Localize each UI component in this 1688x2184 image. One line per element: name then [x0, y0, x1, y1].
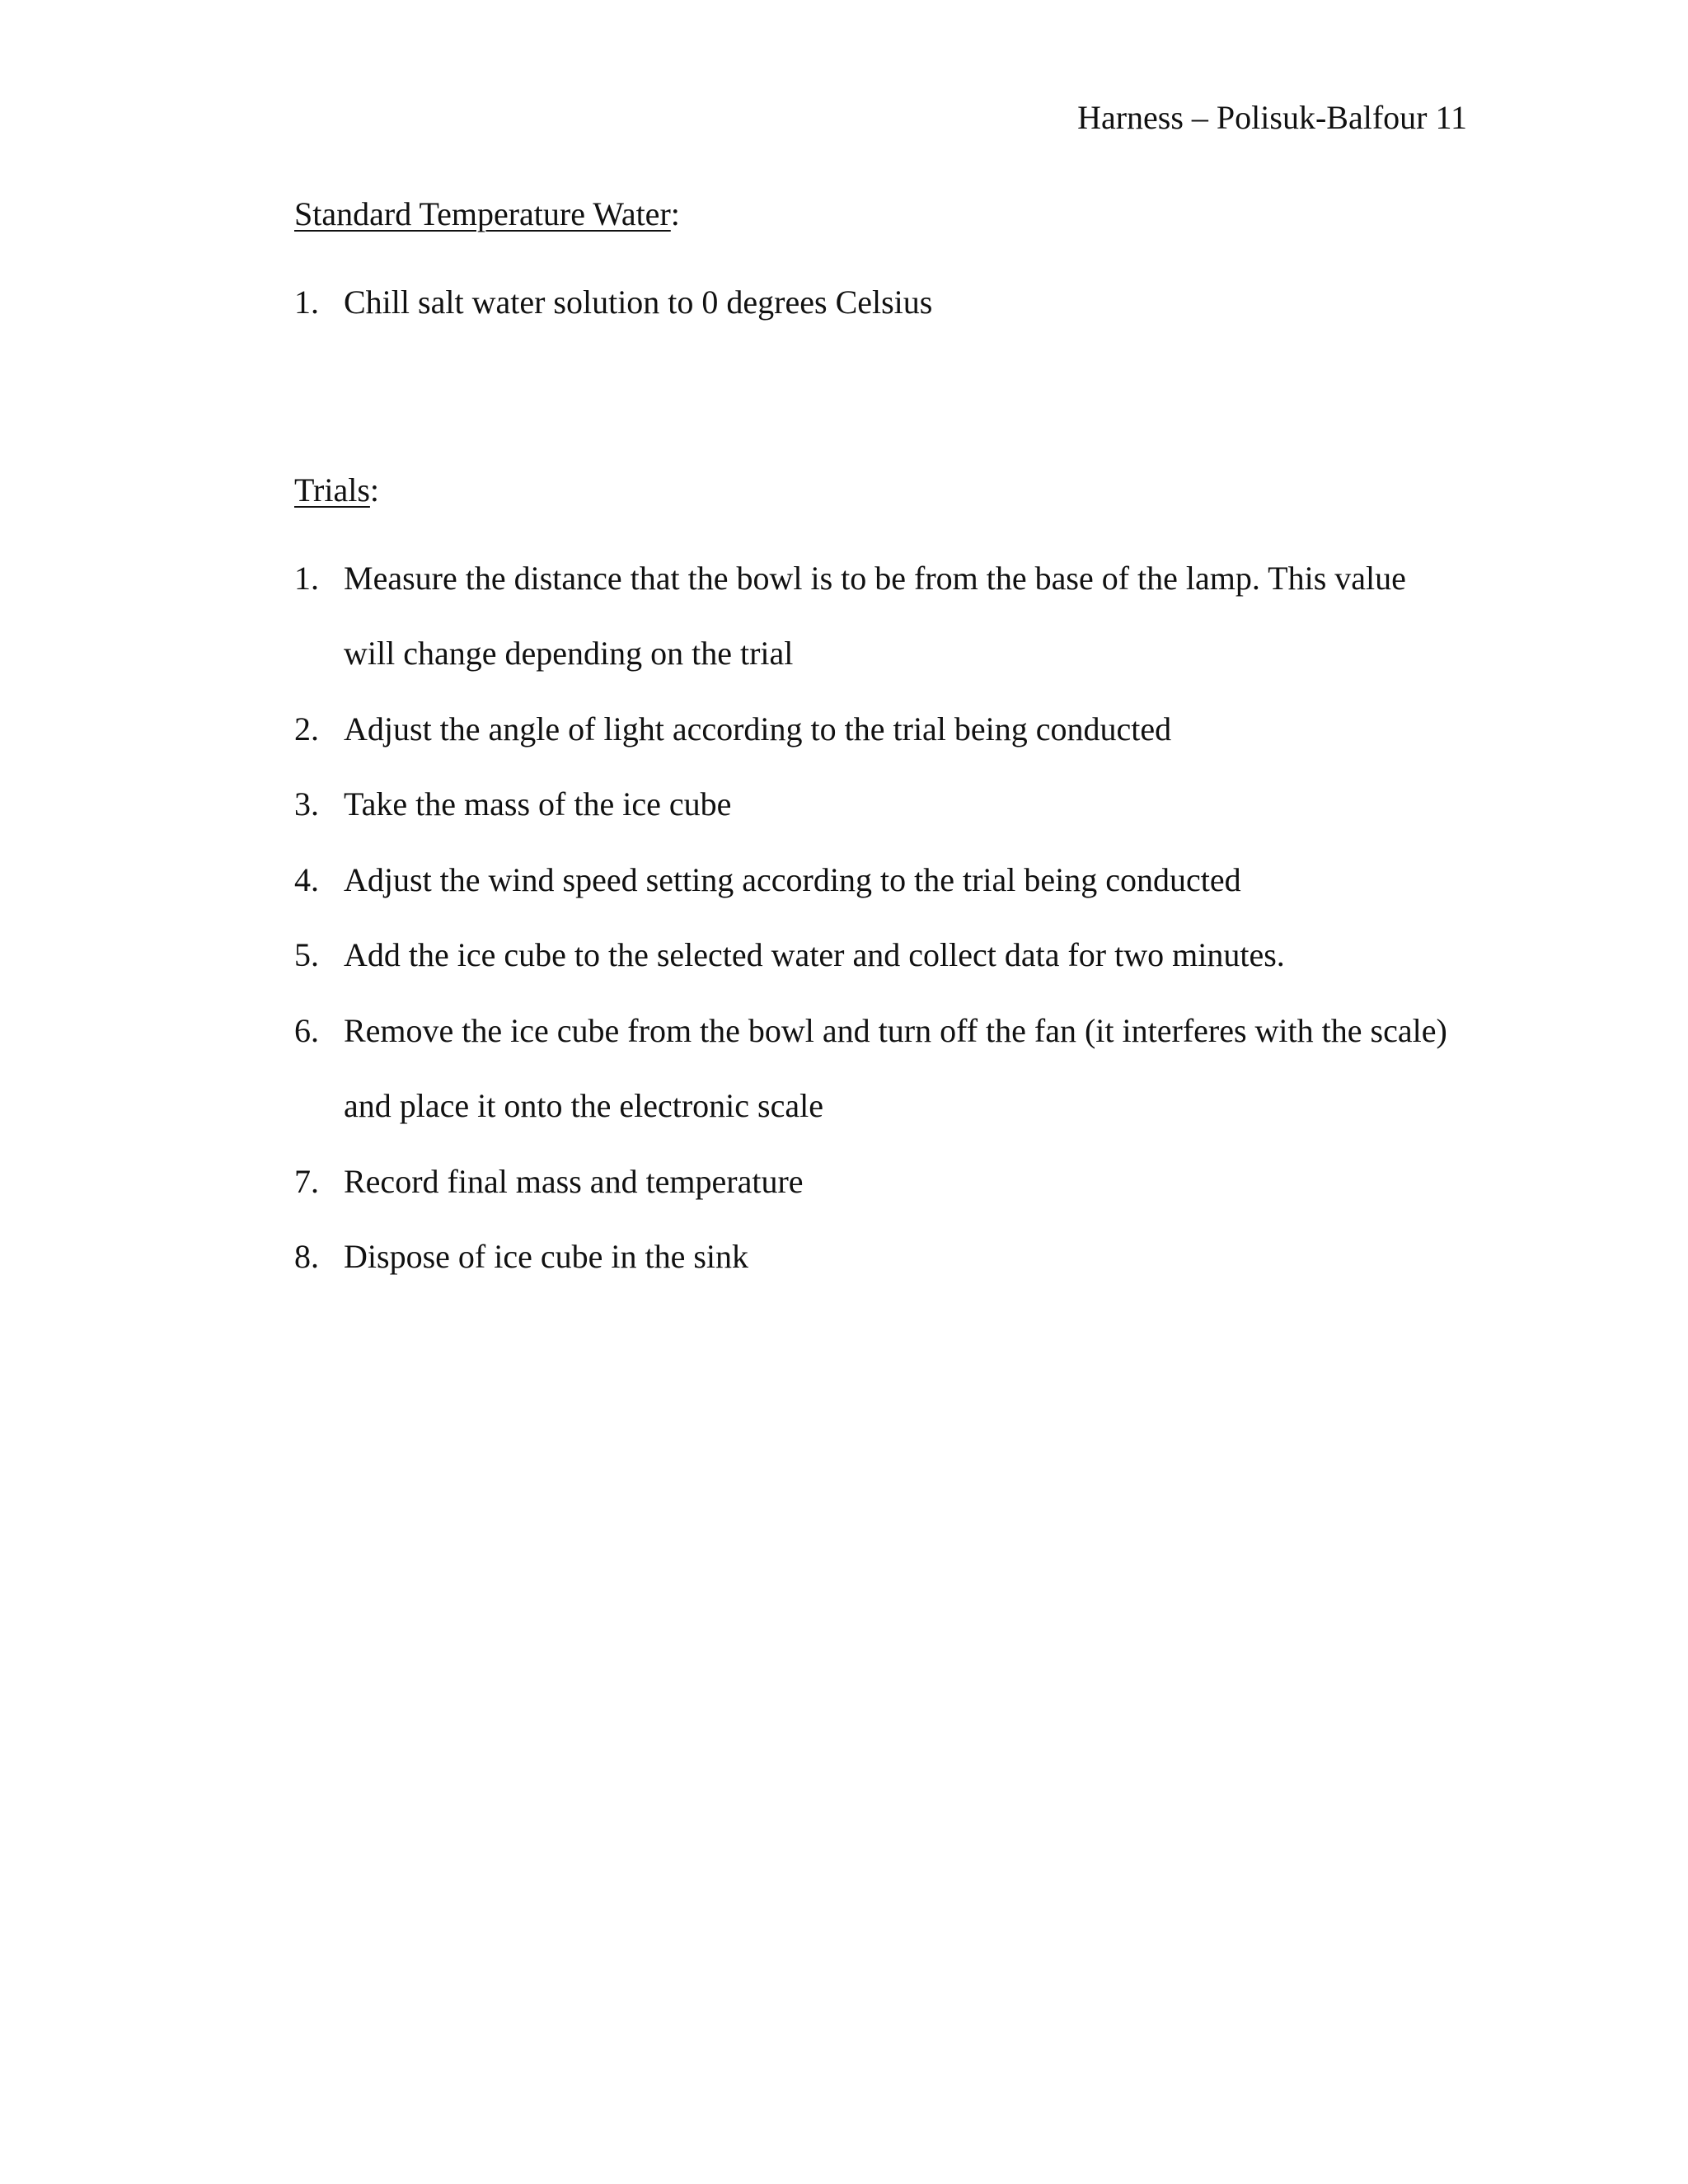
list-item [294, 691, 1448, 767]
step-number: 6. [294, 1011, 319, 1049]
list-item [294, 1144, 1448, 1220]
list-item [294, 842, 1448, 918]
section-heading [294, 466, 1448, 515]
section-trials [294, 466, 1448, 1295]
step-list [294, 265, 1448, 340]
section-heading-text: Standard Temperature Water [294, 195, 671, 232]
list-item [294, 766, 1448, 842]
step-list [294, 541, 1448, 1295]
step-text: Remove the ice cube from the bowl and turn off the fan (it interferes with the scale) and place it onto the electronic scale [344, 1011, 1447, 1124]
step-text: Take the mass of the ice cube [344, 785, 732, 823]
list-item [294, 265, 1448, 340]
list-item [294, 541, 1448, 691]
section-heading-colon: : [369, 471, 380, 509]
step-number: 3. [294, 785, 319, 823]
step-text: Adjust the angle of light according to the trial being conducted [344, 710, 1172, 748]
step-text: Chill salt water solution to 0 degrees Celsius [344, 284, 933, 321]
section-heading-text: Trials [294, 471, 370, 509]
list-item [294, 993, 1448, 1144]
step-number: 8. [294, 1238, 319, 1275]
list-item [294, 917, 1448, 993]
section-heading [294, 190, 1448, 239]
step-number: 5. [294, 936, 319, 973]
step-text: Record final mass and temperature [344, 1162, 804, 1200]
step-text: Measure the distance that the bowl is to be from the base of the lamp. This value will change depending on the trial [344, 559, 1406, 672]
step-text: Dispose of ice cube in the sink [344, 1238, 748, 1275]
section-standard-temperature-water [294, 190, 1448, 340]
step-number: 7. [294, 1162, 319, 1200]
list-item [294, 1219, 1448, 1295]
step-number: 1. [294, 284, 319, 321]
step-number: 4. [294, 860, 319, 898]
step-number: 1. [294, 559, 319, 597]
running-head: Harness – Polisuk-Balfour 11 [1077, 99, 1467, 136]
step-text: Adjust the wind speed setting according to the trial being conducted [344, 860, 1241, 898]
section-heading-colon: : [670, 195, 680, 232]
document-body [294, 190, 1448, 1295]
step-text: Add the ice cube to the selected water and collect data for two minutes. [344, 936, 1285, 973]
step-number: 2. [294, 710, 319, 748]
